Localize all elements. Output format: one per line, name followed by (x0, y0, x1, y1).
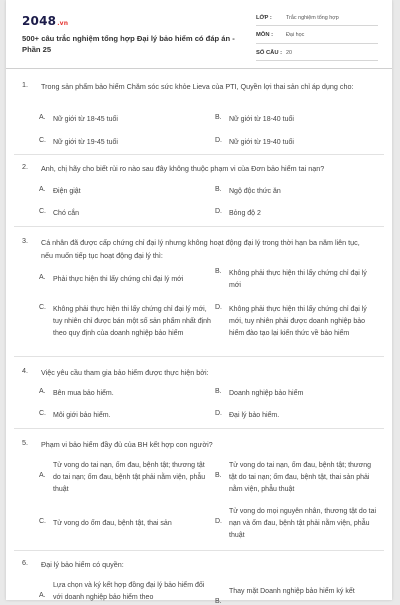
answer-option[interactable] (215, 114, 375, 126)
option-letter: A. (39, 114, 46, 121)
question-text: Anh, chị hãy cho biết rủi ro nào sau đây không thuộc phạm vi của Đơn bảo hiểm tai nạn? (41, 164, 325, 173)
question-divider (14, 356, 384, 357)
option-letter: A. (39, 186, 46, 193)
answer-option[interactable] (215, 137, 375, 149)
option-letter: B. (215, 598, 222, 605)
option-letter: D. (215, 208, 222, 215)
meta-value: Đại học (286, 32, 305, 38)
answer-option[interactable] (39, 518, 211, 530)
option-text: Tử vong do tai nạn, ốm đau, bệnh tật; thương tật do tai nạn; ốm đau, bệnh tật, thai sản phải nằm viện, phẫu thuật (229, 462, 371, 494)
option-letter: B. (215, 268, 222, 275)
question-number: 4. (22, 366, 28, 375)
answer-option[interactable] (39, 114, 199, 126)
question-text: Đại lý bảo hiểm có quyền: (41, 560, 124, 569)
answer-option[interactable] (215, 506, 380, 543)
answer-option[interactable] (39, 186, 199, 198)
document-header (6, 0, 392, 64)
option-letter: C. (39, 208, 46, 215)
option-letter: C. (39, 137, 46, 144)
option-letter: B. (215, 186, 222, 193)
option-letter: A. (39, 592, 46, 599)
option-text: Lựa chọn và ký kết hợp đồng đại lý bảo hiểm đối với doanh nghiệp bảo hiểm theo (53, 582, 205, 602)
option-text: Nữ giới từ 18-45 tuổi (53, 116, 118, 123)
option-text: Không phải thực hiện thi lấy chứng chỉ đại lý mới, tuy nhiên phải được doanh nghiệp bảo hiểm đào tạo lại kiến thức về bảo hiểm (229, 306, 367, 338)
option-text: Tử vong do tai nạn, ốm đau, bệnh tật; thương tật do tai nạn; ốm đau, bệnh tật phải nằm viện, phẫu thuật (53, 462, 206, 494)
option-text: Ngộ độc thức ăn (229, 188, 281, 195)
answer-option[interactable] (39, 410, 199, 422)
document-title: 500+ câu trắc nghiệm tổng hợp Đại lý bảo hiểm có đáp án - Phần 25 (22, 34, 235, 54)
answer-option[interactable] (215, 410, 375, 422)
option-text: Không phải thực hiện thi lấy chứng chỉ đại lý mới, tuy nhiên chỉ được bán một số sản phẩm nhất định theo quy định của doanh nghiệp bảo hiểm (53, 306, 211, 338)
option-letter: C. (39, 410, 46, 417)
answer-option[interactable] (215, 304, 375, 341)
option-text: Tử vong do mọi nguyên nhân, thương tật do tai nạn và ốm đau, bệnh tật phải nằm viện, phẫu thuật (229, 508, 377, 540)
question-divider (14, 428, 384, 429)
question-number: 1. (22, 80, 28, 89)
meta-row-class (256, 10, 378, 26)
question-number: 6. (22, 558, 28, 567)
option-text: Nữ giới từ 19-45 tuổi (53, 139, 118, 146)
question-text: Trong sản phẩm bảo hiểm Chăm sóc sức khỏe Lieva của PTI, Quyền lợi thai sản chỉ áp dụng cho: (41, 82, 354, 91)
option-letter: B. (215, 114, 222, 121)
answer-option[interactable] (39, 580, 211, 604)
question-divider (14, 154, 384, 155)
option-text: Nữ giới từ 19-40 tuổi (229, 139, 294, 146)
question-number: 2. (22, 162, 28, 171)
answer-option[interactable] (215, 186, 375, 198)
meta-row-question-count (256, 45, 378, 61)
option-letter: D. (215, 410, 222, 417)
option-text: Điện giật (53, 188, 81, 195)
question-number: 3. (22, 236, 28, 245)
option-letter: B. (215, 388, 222, 395)
option-text: Thay mặt Doanh nghiệp bảo hiểm ký kết (229, 588, 355, 595)
question-divider (14, 550, 384, 551)
option-text: Nữ giới từ 18-40 tuổi (229, 116, 294, 123)
answer-option[interactable] (215, 460, 380, 497)
header-divider (6, 68, 392, 69)
answer-option[interactable] (39, 137, 199, 149)
question-number: 5. (22, 438, 28, 447)
meta-value: Trắc nghiệm tổng hợp (286, 14, 339, 21)
option-letter: C. (39, 518, 46, 525)
option-text: Không phải thực hiện thi lấy chứng chỉ đại lý mới (229, 270, 367, 290)
option-letter: B. (215, 472, 222, 479)
option-text: Doanh nghiệp bảo hiểm (229, 390, 304, 397)
meta-key: MÔN : (256, 32, 274, 38)
meta-row-subject (256, 28, 378, 44)
option-text: Phải thực hiện thi lấy chứng chỉ đại lý mới (53, 276, 184, 283)
answer-option[interactable] (39, 304, 211, 341)
site-logo[interactable]: 2048.vn (22, 14, 69, 28)
meta-key: SỐ CÂU : (256, 49, 283, 56)
option-letter: A. (39, 472, 46, 479)
meta-key: LỚP : (256, 14, 272, 21)
document-meta (256, 10, 378, 63)
answer-option[interactable] (39, 208, 199, 220)
option-text: Đại lý bảo hiểm. (229, 412, 280, 419)
answer-option[interactable] (215, 208, 375, 220)
option-letter: D. (215, 137, 222, 144)
document-page (6, 0, 392, 605)
option-letter: D. (215, 518, 222, 525)
answer-option[interactable] (215, 586, 380, 605)
option-text: Môi giới bảo hiểm. (53, 412, 111, 419)
option-letter: D. (215, 304, 222, 311)
question-text: Cá nhân đã được cấp chứng chỉ đại lý nhưng không hoạt động đại lý trong thời hạn ba năm liên tục, nếu muốn tiếp tục hoạt động đại lý thì: (41, 238, 360, 260)
answer-option[interactable] (39, 274, 209, 286)
question-divider (14, 226, 384, 227)
question-text: Việc yêu cầu tham gia bảo hiểm được thực hiện bởi: (41, 368, 209, 377)
option-text: Chó cắn (53, 210, 80, 217)
option-text: Bỏng độ 2 (229, 210, 261, 217)
answer-option[interactable] (39, 460, 211, 497)
answer-option[interactable] (215, 268, 375, 292)
option-letter: C. (39, 304, 46, 311)
option-text: Tử vong do ốm đau, bệnh tật, thai sản (53, 520, 172, 527)
answer-option[interactable] (39, 388, 199, 400)
question-text: Phạm vi bảo hiểm đầy đủ của BH kết hợp con người? (41, 440, 213, 449)
option-letter: A. (39, 274, 46, 281)
option-text: Bên mua bảo hiểm. (53, 390, 114, 397)
meta-value: 20 (286, 49, 292, 56)
option-letter: A. (39, 388, 46, 395)
answer-option[interactable] (215, 388, 375, 400)
